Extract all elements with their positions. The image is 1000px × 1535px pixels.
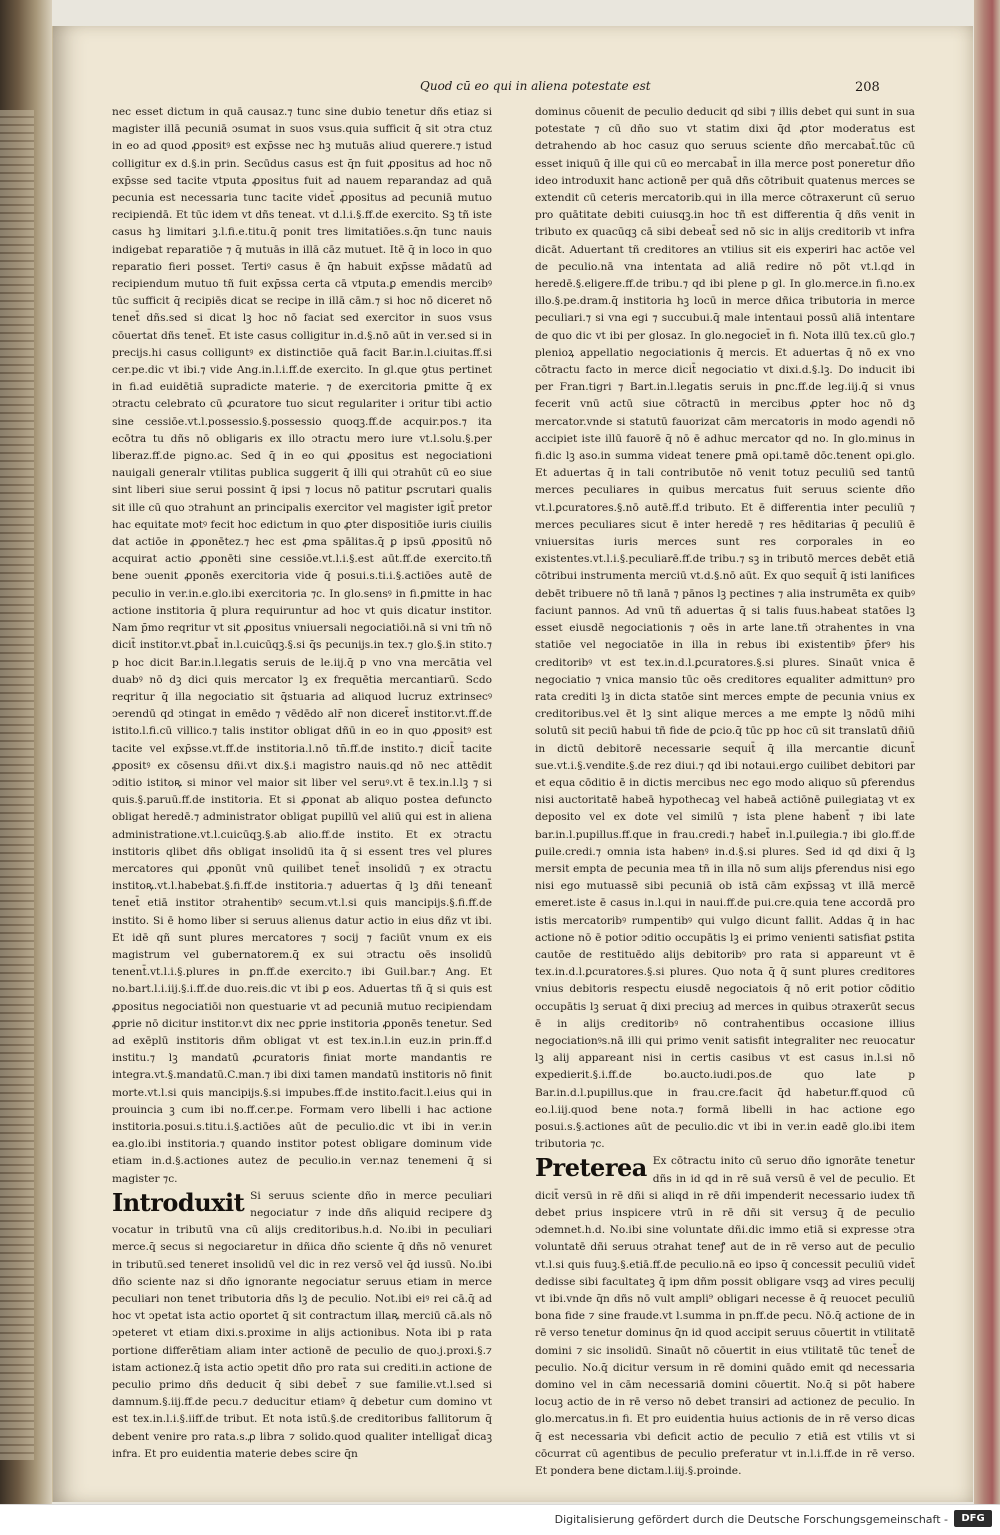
right-column xyxy=(535,104,915,1478)
left-column xyxy=(112,104,492,1460)
right-paragraph-1: dominus cōuenit de peculio deducit qd sibi ⁊ illis debet qui sunt in sua potestate ⁊ cū dño suo vt statim dixi q̄d ꝓtor moderatus est detrahendo ab hoc casuz quo seruus sciente dño mercabat̄.tūc cū esset iniquū q̄ ille qui cū eo mercabat̄ in illa merce post poneretur dño ideo introduxit hanc actionē per quā dñs cōtribuit quatenus merces se extendit cū ceteris mercatorib.qui in illa merce cōtraxerunt cū seruo pro quātitate debiti cuiusqꝫ.in hoc tñ est differentia q̄ dñs venit in tributo ex quacūqꝫ cā sibi debeat̄ sed nō sic in alijs creditorib vt infra dicāt. Aduertant tñ creditores an vtilius sit eis experiri hac actōe vel de peculio.nā vna intentata ad aliā redire nō pōt vt.l.qd in heredē.§.eligere.ff.de tribu.⁊ qd ibi plene p gl. In glo.merce.in fi.no.ex illo.§.pe.dram.q̄ institoria hꝫ locū in merce dñica tributoria in merce peculiari.⁊ si vna egi ⁊ succubui.q̄ male intentaui possū aliā intentare de quo dic vt ibi per glosaz. In glo.negociet̄ in fi. Nota illū tex.cū glo.⁊ plenioꝝ appellatio negociationis q̄ mercis. Et aduertas q̄ nō ex vno cōtractu facto in merce dicit̄ negociatio vt dixi.d.§.lꝫ. Do inducit ibi per Fran.tigri ⁊ Bart.in.l.legatis seruis in ꝑnc.ff.de leg.iij.q̄ si vnus fecerit vnū actū siue cōtractū in mercibus ꝓpter hoc nō dꝫ mercator.vnde si statutū fauorizat cām mercatoris in modo agendi nō accipiet iste illū fauorē q̄ nō ē adhuc mercator qd no. In glo.minus in fi.dic lꝫ aso.in summa videat tenere ꝑmā opi.tamē dōc.tenent opi.glo. Et aduertas q̄ in tali contributōe nō venit totuz peculiū sed tantū merces peculiares in quibus mercatus fuit seruus sciente dño vt.l.ꝑcuratores.§.nō autē.ff.d tributo. Et ē differentia inter peculiū ⁊ merces peculiares sicut ē inter heredē ⁊ res hēditarias q̄ peculiū ē vniuersitas iuris merces sunt res corporales in eo existentes.vt.l.i.§.peculiarē.ff.de tribu.⁊ sꝫ in tributō merces debēt etiā cōtribui instrumenta merciū vt.d.§.nō aūt. Ex quo sequit̄ q̄ isti lanifices debēt tribuere nō tñ lanā ⁊ pānos lꝫ pectines ⁊ alia instrumēta ex quibꝰ faciunt pannos. Ad vnū tñ aduertas q̄ si talis fuus.habeat statōes lꝫ esset eiusdē negociationis ⁊ oēs in arte lane.tñ ↄtrahentes in vna statiōe vel negociatōe in illa in rebus ibi existentibꝰ p̄ferꝰ his creditoribꝰ vt est tex.in.d.l.ꝑcuratores.§.si plures. Sinaūt vnica ē negociatio ⁊ vnica mansio tūc oēs creditores equaliter admittunꝰ pro rata crediti lꝫ in dicta statōe sint merces empte de pecunia vnius ex creditoribus.vel ēt lꝫ sint alique merces a me empte lꝫ nōdū mihi solutū sit peciū habui tñ fide de ꝑcio.q̄ tūc pp hoc cū sit translatū dñiū in dictū debitorē necessarie sequit̄ q̄ illa mercantie dicunt̄ sue.vt.i.§.vendite.§.de rez diui.⁊ qd ibi notaui.ergo cuilibet debitori par et equa cōditio ē in dictis mercibus nec ego modo aliquo sū ꝑferendus nisi auctoritatē habeā hypothecaꝫ vel habeā actiōnē ꝑuilegiataꝫ vt ex deposito vel ex dote vel similū ⁊ ista plene habent̄ ⁊ ibi late bar.in.l.pupillus.ff.que in frau.credi.⁊ habet̄ in.l.ꝑuilegia.⁊ ibi glo.ff.de ꝑuile.credi.⁊ omnia ista habenꝰ in.d.§.si plures. Sed id qd dixi q̄ lꝫ mersit empta de pecunia mea tñ in illa nō sum alijs ꝑferendus nisi ego nisi ego mutuassē sibi pecuniā ob istā cām exp̄ssaꝫ vt illā mercē emeret.iste ē casus in.l.qui in naui.ff.de pui.cre.quia tene accordā pro istis mercatoribꝰ rumpentibꝰ qui vulgo dicunt fallit. Addas q̄ in hac actione nō ē potior ↄditio occupātis lꝫ ei primo venienti satisfiat ꝑstita cautōe de restituēdo alijs debitoribꝰ pro rata si appareunt vt ē tex.in.d.l.ꝑcuratores.§.si plures. Quo nota q̄ q̄ sunt plures creditores vnius debitoris respectu eiusdē negociatois q̄ nō erit potior cōditio occupātis lꝫ seruat q̄ dixi preciuꝫ ad merces in quibus ↄtraxerūt secus ē in alijs creditoribꝰ nō contrahentibus occasione illius negociationꝰs.nā illi qui primo venit satisfit integraliter nec reuocatur lꝫ alij appareant nisi in certis casibus vt est casus in.l.si nō expedierit.§.i.ff.de bo.aucto.iudi.pos.de quo late p Bar.in.d.l.pupillus.que in frau.cre.facit q̄d habetur.ff.quod cū eo.l.iij.quod bene nota.⁊ formā libelli in hac actione ego posui.s.§.actiones aūt de peculio.dic vt ibi in ver.in eadē glo.ibi item tributoria ⁊c. xyxy=(535,106,915,1151)
left-paragraph-2: Si seruus sciente dño in merce peculiari negociatur ⁊ inde dñs aliquid recipere dꝫ vocatur in tributū vna cū alijs creditoribus.h.d. No.ibi in peculiari merce.q̄ secus si negociaretur in dñica dño sciente q̄ dñs nō venuret in tributū.sed teneret insolidū vel dic in rez versō vel q̄d iussū. No.ibi dño sciente naz si dño ignorante negociatur seruus etiam in merce peculiari non tenet tributoria dñs lꝫ de peculio. Not.ibi eiꝰ rei cā.q̄ ad hoc vt ↄpetat ista actio oportet q̄ sit contractum illaꝶ merciū cā.als nō ↄpeteret vt etiam dixi.s.proxime in alijs actionibus. Nota ibi p rata portione differētiam aliam inter actionē de peculio de quo.j.proxi.§.⁊ istam actionez.q̄ ista actio ↄpetit dño pro rata sui crediti.in actione de peculio primo dñs deducit q̄ sibi debet̄ ⁊ sue familie.vt.l.sed si damnum.§.iij.ff.de pecu.⁊ deducitur etiamꝰ q̄ debetur cum domino vt est tex.in.l.i.§.iiff.de tribut. Et nota istū.§.de creditoribus fallitorum q̄ debent venire pro rata.s.ꝓ libra ⁊ solido.quod qualiter intelligat̄ dicaꝫ infra. Et pro euidentia materie debes scire q̄n xyxy=(112,1189,492,1460)
digitization-credit: Digitalisierung gefördert durch die Deutsche Forschungsgemeinschaft - xyxy=(554,1513,948,1526)
right-section-preterea xyxy=(535,1153,915,1480)
left-section-introduxit xyxy=(112,1188,492,1463)
folio-number: 208 xyxy=(855,80,880,95)
initial-preterea: Preterea xyxy=(535,1153,647,1183)
initial-introduxit: Introduxit xyxy=(112,1187,245,1217)
running-head-title: Quod cū eo qui in aliena potestate est xyxy=(420,79,651,93)
dfg-logo: DFG xyxy=(954,1510,992,1527)
right-page-stack xyxy=(974,0,1000,1534)
right-paragraph-2: Ex cōtractu inito cū seruo dño ignorāte tenetur dñs in id qd in rē suā versū ē vel de peculio. Et dicit̄ versū in rē dñi si aliqd in rē dñi impenderit necessario iudex tñ debet prius inspicere vtrū in rē dñi sit versuꝫ q̄ de peculio ↄdemnet.h.d. No.ibi sine voluntate dñi.dic immo etiā si expresse ↄtra voluntatē dñi seruus ↄtrahat teneꝭ aut de in rē verso aut de peculio vt.l.si quis fuuꝫ.§.etiā.ff.de peculio.nā eo ipso q̄ concessit peculiū videt̄ dedisse sibi facultateꝫ q̄ ipm dñm possit obligare vsqꝫ ad vires peculij vt ibi.vnde q̄n dñs nō vult ampli⁹ obligari necesse ē q̄ reuocet peculiū bona fide ⁊ sine fraude.vt l.summa in pn.ff.de pecu. Nō.q̄ actione de in rē verso tenetur dominus q̄n id quod accipit seruus cōuertit in vtilitatē domini ⁊ sic insolidū. Sinaūt nō cōuertit in eius vtilitatē tūc tenet̄ de peculio. No.q̄ dicitur versum in rē domini quādo emit qd necessaria domino vel in cām necessariā domini cōuertit. No.q̄ si pōt habere locuꝫ actio de in rē verso nō debet transiri ad actionez de peculio. In glo.mercatus.in fi. Et pro euidentia huius actionis de in rē verso dicas q̄ est necessaria vbi deficit actio de peculio ⁊ etiā est vtilis vt si cōcurrat cū agentibus de peculio preferatur vt in.l.i.ff.de in rē verso. Et pondera bene dictam.l.iij.§.proinde. xyxy=(535,1155,915,1478)
left-paragraph-1: nec esset dictum in quā causaz.⁊ tunc sine dubio tenetur dñs etiaz si magister illā pecuniā ↄsumat in suos vsus.quia sufficit q̄ sit ↄtra ctuz in eo ad quod ꝓpositꝰ est exp̄sse nec hꝫ mutuās aliud querere.⁊ istud colligitur ex d.§.in prin. Secūdus casus est q̄n fuit ꝓpositus ad hoc nō exp̄sse sed tacite vtputa ꝓpositus fuit ad nauem reparandaz ad quā pecunia est necessaria tunc tacite videt̄ ꝓpositus ad pecuniā mutuo recipiendā. Et tūc idem vt dñs teneat. vt d.l.i.§.ff.de exercito. Sꝫ tñ iste casus hꝫ limitari ꝫ.l.fi.e.titu.q̄ ponit tres limitatiōes.s.q̄n tunc nauis indigebat reparatiōe ⁊ q̄ mutuās in illā cāz mutuet. Itē q̄ in loco in quo reparatio fieri posset. Tertiꝰ casus ē q̄n habuit exp̄sse mādatū ad recipiendum mutuo tñ fuit exp̄ssa certa cā vtputa.ꝑ emendis mercibꝰ tūc sufficit q̄ recipiēs dicat se recipe in illā cām.⁊ si hoc nō diceret nō tenet̄ dñs.sed si dicat lꝫ hoc nō faciat sed exercitor in suos vsus cōuertat dñs tenet̄. Et iste casus colligitur in.d.§.nō aūt in ver.sed si in precijs.hi casus colliguntꝰ ex distinctiōe quā facit Bar.in.l.ciuitas.ff.si cer.pe.dic vt ibi.⁊ vide Ang.in.l.i.ff.de exercito. In gl.que ꝯtus pertinet in fi.ad euidētiā supradicte materie. ⁊ de exercitoria ꝑmitte q̄ ex ↄtractu celebrato cū ꝓcuratore tuo sicut regulariter i ↄritur tibi actio sine cessiōe.vt.l.possessio.§.possessio quoqꝫ.ff.de acquir.pos.⁊ ita ecōtra tu dñs nō obligaris ex illo ↄtractu mero iure vt.l.solu.§.per liberaz.ff.de pigno.ac. Sed q̄ in eo qui ꝓpositus est negociationi nauigali generalr vtilitas publica suggerit q̄ illi qui ↄtrahūt cū eo siue sint liberi siue serui possint q̄ ipsi ⁊ locus nō patitur ꝑscrutari qualis sit ille cū quo ↄtrahunt an principalis exercitor vel magister igit̄ pretor hac equitate motꝰ fecit hoc edictum in quo ꝓter dispositiōe iuris ciuilis dat actiōe in ꝓponētez.⁊ hec est ꝓma spālitas.q̄ ꝑ ipsū ꝓpositū nō acquirat actio ꝓponēti sine cessiōe.vt.l.i.§.est aūt.ff.de exercito.tñ bene ↄuenit ꝓponēs exercitoria vide q̄ posui.s.ti.i.§.actiōes autē de peculio in ver.in.e.glo.ibi exercitoria ⁊c. In glo.sensꝰ in fi.ꝑmitte in hac actione institoria q̄ plura requiruntur ad hoc vt quis dicatur institor. Nam p̄mo reqritur vt sit ꝓpositus vniuersali negociatiōi.nā si vni tm̄ nō dicit̄ institor.vt.ꝑbat̄ in.l.cuicūqꝫ.§.si q̄s pecunijs.in tex.⁊ glo.§.in stito.⁊ p hoc dicit Bar.in.l.legatis seruis de le.iij.q̄ p vno vna mercātia vel duabꝰ nō dꝫ dici quis mercator lꝫ ex frequētia mercantiarū. Scdo reqritur q̄ illa negociatio sit q̄stuaria ad aliquod lucruz extrinsecꝰ ↄerendū qd ↄtingat in emēdo ⁊ vēdēdo alr̄ non diceret̄ institor.vt.ff.de istito.l.fi.cū villico.⁊ talis institor obligat dñū in eo in quo ꝓpositꝰ est tacite vel exp̄sse.vt.ff.de institoria.l.nō tn̄.ff.de instito.⁊ dicit̄ tacite ꝓpositꝰ ex cōsensu dñi.vt dix.§.i magistro nauis.qd nō nec attēdit ↄditio istitoꝶ si minor vel maior sit liber vel seruꝰ.vt ē tex.in.l.lꝫ ⁊ si quis.§.paruū.ff.de institoria. Et si ꝓponat ab aliquo postea defuncto obligat heredē.⁊ administrator obligat pupillū vel aliū qui est in aliena administratione.vt.l.cuicūqꝫ.§.ab alio.ff.de instito. Et ex ↄtractu institoris qlibet dñs obligat insolidū ita q̄ si essent tres vel plures mercatores qui ꝓponūt vnū quilibet tenet̄ insolidū ⁊ ex ↄtractu institoꝶ.vt.l.habebat.§.fi.ff.de institoria.⁊ aduertas q̄ lꝫ dñi teneant̄ tenet̄ etiā institor ↄtrahentibꝰ secum.vt.l.si quis mancipijs.§.fi.ff.de instito. Si ē homo liber si seruus alienus datur actio in eius dñz vt ibi. Et idē qñ sunt plures mercatores ⁊ socij ⁊ faciūt vnum ex eis magistrum vel gubernatorem.q̄ ex sui ↄtractu oēs insolidū tenent̄.vt.l.i.§.plures in ꝑn.ff.de exercito.⁊ ibi Guil.bar.⁊ Ang. Et no.bart.l.i.iij.§.i.ff.de duo.reis.dic vt ibi ꝑ eos. Aduertas tñ q̄ si quis est ꝓpositus negociatiōi non questuarie vt ad pecuniā mutuo recipiendam ꝓprie nō dicitur institor.vt dix nec ꝑprie institoria ꝓponēs tenetur. Sed ad exēplū institoris dñm obligat vt est tex.in.l.in euz.in prin.ff.d institu.⁊ lꝫ mandatū ꝓcuratoris finiat morte mandantis re integra.vt.§.mandatū.C.man.⁊ ibi dixi tamen mandatū institoris nō finit morte.vt.l.si quis mancipijs.§.si impubes.ff.de instito.facit.l.eius qui in prouincia ꝫ cum ibi no.ff.cer.pe. Formam vero libelli i hac actione institoria.posui.s.titu.i.§.actiōes aūt de peculio.dic vt ibi in ver.in ea.glo.ibi institoria.⁊ quando institor potest obligare dominum vide etiam in.d.§.actiones autez de peculio.in ver.naz tenemeni q̄ si magister ⁊c. xyxy=(112,106,492,1185)
facing-page-strip xyxy=(0,110,34,1460)
